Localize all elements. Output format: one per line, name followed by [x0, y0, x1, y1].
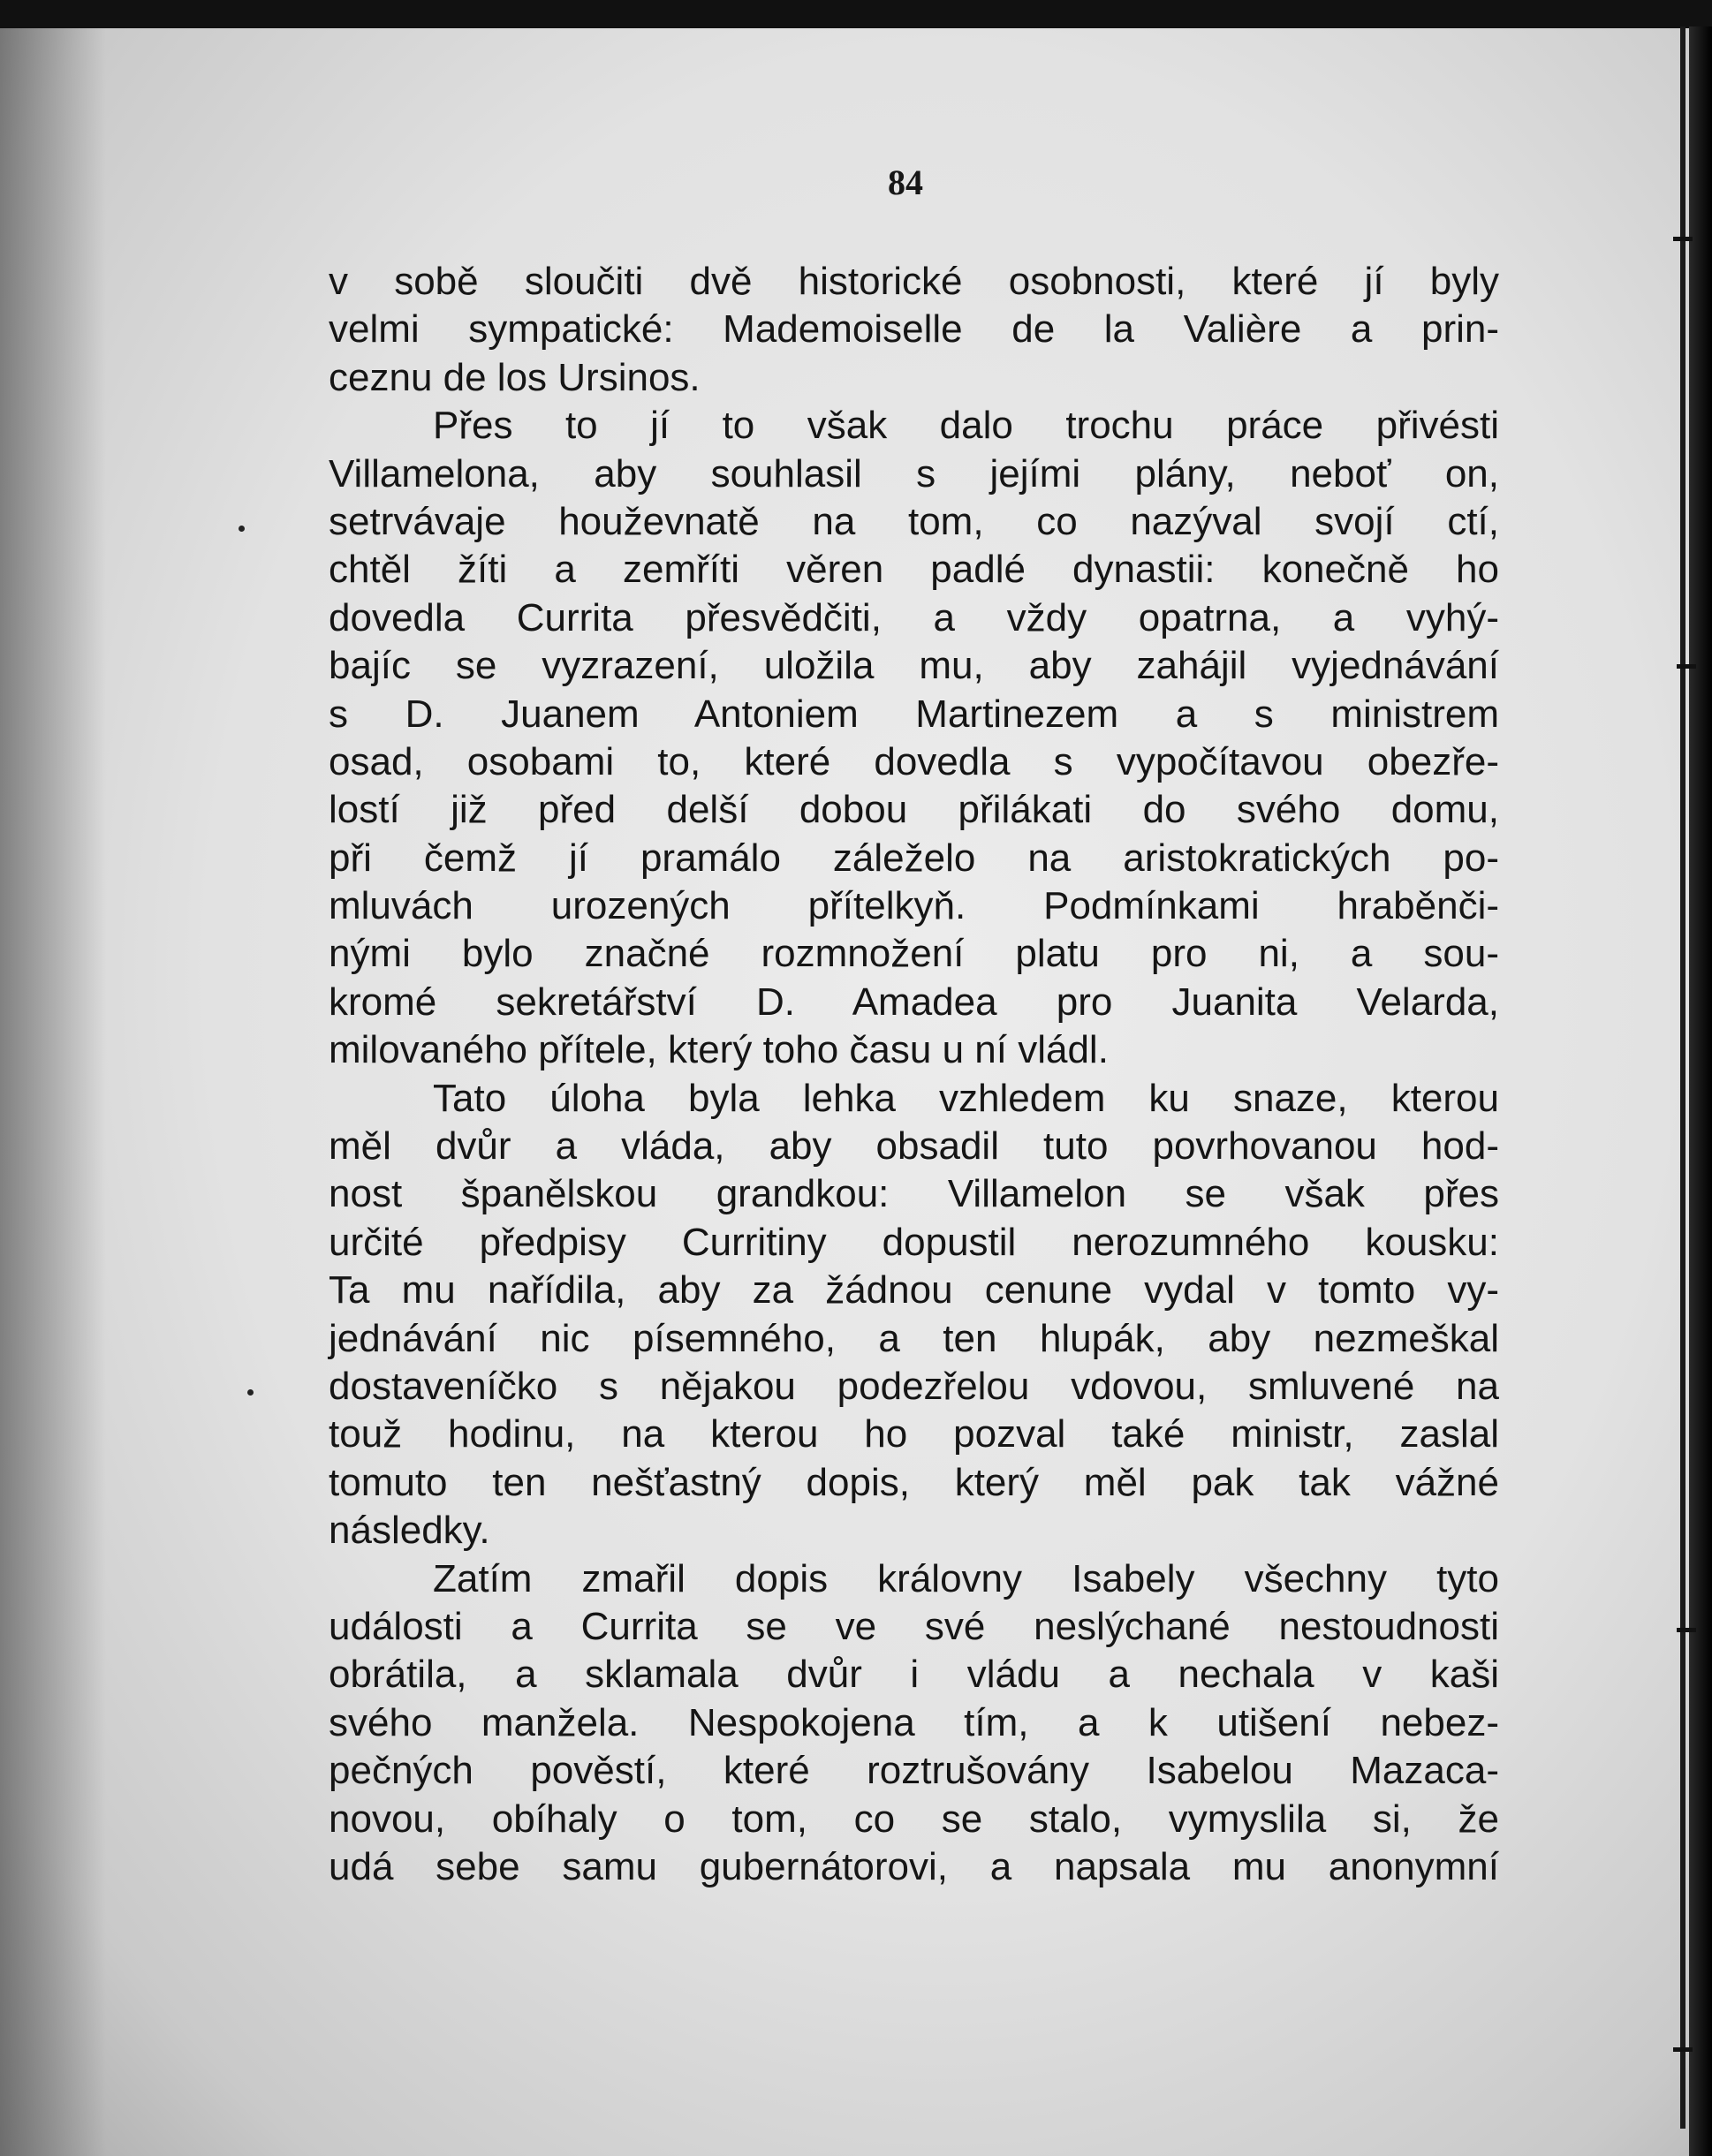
edge-tick-mark: [1673, 2047, 1693, 2052]
text-line: Villamelona, aby souhlasil s jejími plány, neboť on,: [329, 451, 1499, 496]
text-line: nost španělskou grandkou: Villamelon se však přes: [329, 1172, 1499, 1216]
scan-right-border: [1689, 26, 1712, 2156]
text-line: svého manžela. Nespokojena tím, a k utišení nebez-: [329, 1700, 1499, 1744]
text-line: mluvách urozených přítelkyň. Podmínkami hraběnči-: [329, 884, 1499, 928]
text-line: Přes to jí to však dalo trochu práce přivésti: [433, 404, 1499, 448]
text-line: novou, obíhaly o tom, co se stalo, vymyslila si, že: [329, 1797, 1499, 1841]
text-line: udá sebe samu gubernátorovi, a napsala mu anonymní: [329, 1844, 1499, 1888]
text-line: lostí již před delší dobou přilákati do svého domu,: [329, 788, 1499, 832]
text-line: pečných pověstí, které roztrušovány Isabelou Mazaca-: [329, 1749, 1499, 1793]
page-number: 84: [888, 163, 923, 202]
text-line: události a Currita se ve své neslýchané nestoudnosti: [329, 1604, 1499, 1648]
edge-tick-mark: [1677, 1628, 1696, 1632]
text-line: bajíc se vyzrazení, uložila mu, aby zahájil vyjednávání: [329, 644, 1499, 688]
text-line: obrátila, a sklamala dvůr i vládu a nechala v kaši: [329, 1653, 1499, 1697]
text-line: Ta mu nařídila, aby za žádnou cenune vydal v tomto vy-: [329, 1268, 1499, 1313]
text-line: milovaného přítele, který toho času u ní vládl.: [329, 1028, 1109, 1072]
text-line: následky.: [329, 1509, 490, 1553]
edge-tick-mark: [1677, 664, 1696, 669]
body-text: [329, 258, 1499, 1891]
scan-top-border: [0, 0, 1712, 28]
text-line: touž hodinu, na kterou ho pozval také ministr, zaslal: [329, 1412, 1499, 1456]
text-line: dovedla Currita přesvědčiti, a vždy opatrna, a vyhý-: [329, 595, 1499, 639]
scan-speck: [247, 1389, 254, 1396]
edge-tick-mark: [1673, 237, 1693, 241]
page-right-edge-line: [1680, 26, 1685, 2129]
text-line: dostaveníčko s nějakou podezřelou vdovou, smluvené na: [329, 1364, 1499, 1408]
text-line: určité předpisy Curritiny dopustil nerozumného kousku:: [329, 1220, 1499, 1264]
text-line: osad, osobami to, které dovedla s vypočítavou obezře-: [329, 739, 1499, 783]
text-line: nými bylo značné rozmnožení platu pro ni, a sou-: [329, 932, 1499, 976]
text-line: velmi sympatické: Mademoiselle de la Valière a prin-: [329, 307, 1499, 352]
text-line: tomuto ten nešťastný dopis, který měl pak tak vážné: [329, 1460, 1499, 1504]
text-line: ceznu de los Ursinos.: [329, 355, 701, 399]
text-line: při čemž jí pramálo záleželo na aristokratických po-: [329, 836, 1499, 880]
text-line: s D. Juanem Antoniem Martinezem a s ministrem: [329, 692, 1499, 736]
text-line: Tato úloha byla lehka vzhledem ku snaze, kterou: [433, 1076, 1499, 1120]
text-line: jednávání nic písemného, a ten hlupák, aby nezmeškal: [329, 1316, 1499, 1360]
page-gutter-shadow: [0, 0, 106, 2156]
text-line: v sobě sloučiti dvě historické osobnosti, které jí byly: [329, 260, 1499, 303]
scan-speck: [239, 526, 245, 532]
text-line: kromé sekretářství D. Amadea pro Juanita Velarda,: [329, 980, 1499, 1024]
text-line: setrvávaje houževnatě na tom, co nazýval svojí ctí,: [329, 499, 1499, 543]
text-line: Zatím zmařil dopis královny Isabely všechny tyto: [433, 1556, 1499, 1600]
text-line: chtěl žíti a zemříti věren padlé dynastii: konečně ho: [329, 548, 1499, 592]
text-line: měl dvůr a vláda, aby obsadil tuto povrhovanou hod-: [329, 1124, 1499, 1169]
